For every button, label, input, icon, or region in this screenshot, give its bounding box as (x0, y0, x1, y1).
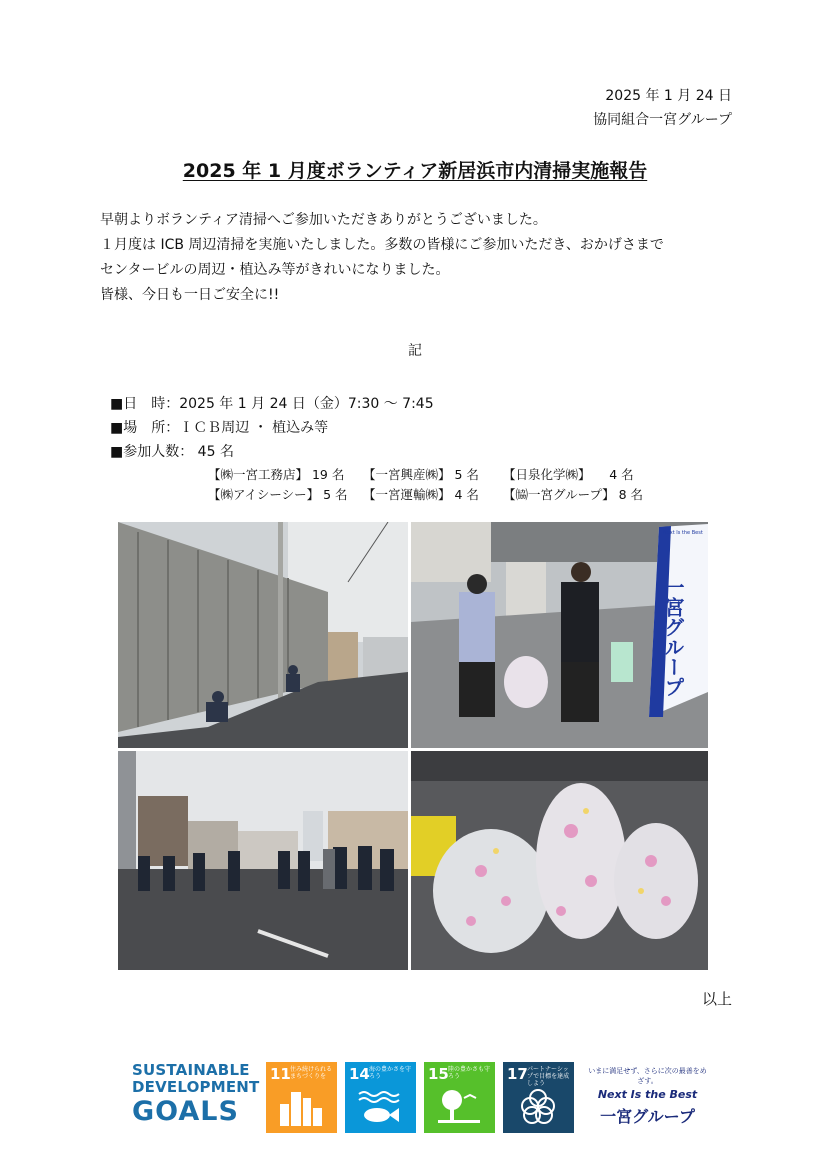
participant-entry: 【日泉化学㈱】 4 名 (503, 467, 634, 482)
sdg-tile-17 (503, 1062, 574, 1133)
banner-small-text: Next Is the Best (663, 530, 703, 536)
tree-icon (436, 1086, 482, 1126)
photo-participants-banner (411, 522, 708, 748)
city-icon (278, 1086, 324, 1126)
banner-text: 一宮グループ (661, 577, 685, 697)
participant-entry: 【㈱一宮工務店】 19 名 (208, 467, 345, 482)
photo-garbage-bags (411, 751, 708, 970)
photo-alley-cleaning (118, 522, 408, 748)
sdg-logo-line1: SUSTAINABLE (132, 1061, 250, 1079)
sdg-tile-label: 住み続けられるまちづくりを (290, 1066, 333, 1080)
report-body (100, 208, 664, 308)
event-place: ■場 所：ＩＣＢ周辺 ・ 植込み等 (110, 420, 329, 436)
sdg-tile-label: 海の豊かさを守ろう (369, 1066, 412, 1080)
participant-row (208, 465, 643, 485)
participant-entry: 【㈱アイシーシー】 5 名 (208, 487, 348, 502)
sdg-logo-goals: GOALS (132, 1096, 239, 1127)
brand-name: 一宮グループ (600, 1107, 695, 1126)
sdg-tile-11 (266, 1062, 337, 1133)
closing-mark: 以上 (701, 990, 732, 1008)
company-brand-logo (585, 1058, 710, 1138)
body-line: 皆様、今日も一日ご安全に!! (100, 287, 280, 303)
brand-tagline: いまに満足せず、さらに次の最善をめざす。 (588, 1067, 707, 1085)
event-details (110, 392, 434, 464)
participant-entry: 【一宮運輸㈱】 4 名 (363, 487, 479, 502)
organization-name: 協同組合一宮グループ (593, 112, 732, 128)
report-title (0, 156, 830, 183)
photo-group-assembly (118, 751, 408, 970)
ki-heading: 記 (408, 343, 422, 359)
participant-breakdown (208, 465, 643, 505)
sdg-logo-line2: DEVELOPMENT (132, 1078, 260, 1096)
report-date-block (593, 84, 732, 132)
participant-count: ■参加人数： 45 名 (110, 444, 234, 460)
sdg-tile-number: 11 (270, 1065, 291, 1083)
participant-row (208, 485, 643, 505)
body-line: センタービルの周辺・植込み等がきれいになりました。 (100, 262, 450, 278)
participant-entry: 【一宮興産㈱】 5 名 (363, 467, 479, 482)
sdg-logo (132, 1061, 260, 1128)
participant-entry: 【㈿一宮グループ】 8 名 (503, 487, 644, 502)
sdg-tile-14 (345, 1062, 416, 1133)
body-line: １月度は ICB 周辺清掃を実施いたしました。多数の皆様にご参加いただき、おかげさまで (100, 237, 664, 253)
photo-grid (118, 522, 708, 970)
brand-slogan: Next Is the Best (597, 1088, 698, 1101)
report-date: 2025 年 1 月 24 日 (605, 88, 732, 104)
fish-icon (357, 1086, 403, 1126)
report-title-text: 2025 年 1 月度ボランティア新居浜市内清掃実施報告 (182, 160, 648, 182)
sdg-tile-number: 15 (428, 1065, 449, 1083)
sdg-tile-label: パートナーシップで目標を達成しよう (527, 1066, 570, 1087)
sdg-tile-label: 陸の豊かさも守ろう (448, 1066, 491, 1080)
sdg-tile-number: 14 (349, 1065, 370, 1083)
sdg-tile-number: 17 (507, 1065, 528, 1083)
body-line: 早朝よりボランティア清掃へご参加いただきありがとうございました。 (100, 212, 547, 228)
sdg-tile-15 (424, 1062, 495, 1133)
partnership-icon (515, 1086, 561, 1126)
event-datetime: ■日 時：2025 年 1 月 24 日（金）7:30 ～ 7:45 (110, 396, 434, 412)
